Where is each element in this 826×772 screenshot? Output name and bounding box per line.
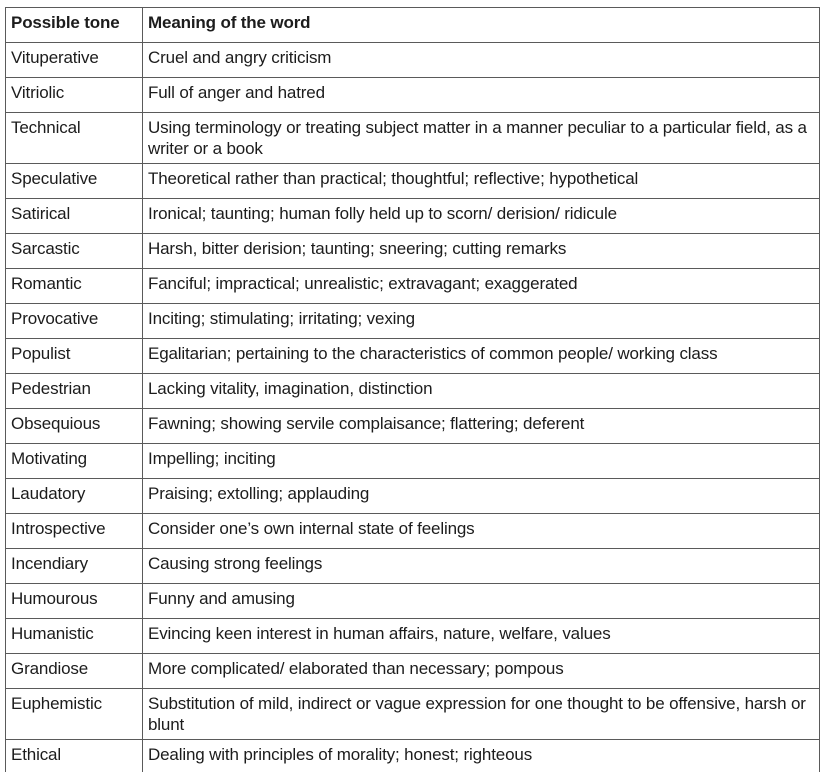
table-row bbox=[6, 304, 820, 339]
table-row bbox=[6, 269, 820, 304]
meaning-cell: More complicated/ elaborated than necessary; pompous bbox=[143, 654, 820, 689]
table-row bbox=[6, 479, 820, 514]
meaning-cell: Impelling; inciting bbox=[143, 444, 820, 479]
table-row bbox=[6, 584, 820, 619]
table-row bbox=[6, 619, 820, 654]
tone-cell: Speculative bbox=[6, 164, 143, 199]
table-row bbox=[6, 654, 820, 689]
header-meaning: Meaning of the word bbox=[143, 8, 820, 43]
meaning-cell: Using terminology or treating subject matter in a manner peculiar to a particular field, as a writer or a book bbox=[143, 113, 820, 164]
tone-cell: Humourous bbox=[6, 584, 143, 619]
tone-cell: Grandiose bbox=[6, 654, 143, 689]
tone-cell: Obsequious bbox=[6, 409, 143, 444]
table-row bbox=[6, 689, 820, 740]
tone-cell: Ethical bbox=[6, 740, 143, 772]
meaning-cell: Cruel and angry criticism bbox=[143, 43, 820, 78]
meaning-cell: Dealing with principles of morality; honest; righteous bbox=[143, 740, 820, 772]
table-row bbox=[6, 549, 820, 584]
tone-cell: Humanistic bbox=[6, 619, 143, 654]
tone-cell: Sarcastic bbox=[6, 234, 143, 269]
tone-cell: Introspective bbox=[6, 514, 143, 549]
meaning-cell: Theoretical rather than practical; thoughtful; reflective; hypothetical bbox=[143, 164, 820, 199]
meaning-cell: Fanciful; impractical; unrealistic; extravagant; exaggerated bbox=[143, 269, 820, 304]
table-row bbox=[6, 514, 820, 549]
table-row bbox=[6, 78, 820, 113]
tone-cell: Populist bbox=[6, 339, 143, 374]
tone-cell: Technical bbox=[6, 113, 143, 164]
tone-cell: Vituperative bbox=[6, 43, 143, 78]
meaning-cell: Consider one’s own internal state of feelings bbox=[143, 514, 820, 549]
table-row bbox=[6, 43, 820, 78]
table-header-row bbox=[6, 8, 820, 43]
meaning-cell: Inciting; stimulating; irritating; vexing bbox=[143, 304, 820, 339]
tone-cell: Vitriolic bbox=[6, 78, 143, 113]
meaning-cell: Egalitarian; pertaining to the characteristics of common people/ working class bbox=[143, 339, 820, 374]
tone-cell: Satirical bbox=[6, 199, 143, 234]
meaning-cell: Causing strong feelings bbox=[143, 549, 820, 584]
table-row bbox=[6, 234, 820, 269]
header-possible-tone: Possible tone bbox=[6, 8, 143, 43]
table-row bbox=[6, 740, 820, 772]
tone-cell: Laudatory bbox=[6, 479, 143, 514]
table-row bbox=[6, 199, 820, 234]
meaning-cell: Full of anger and hatred bbox=[143, 78, 820, 113]
meaning-cell: Substitution of mild, indirect or vague expression for one thought to be offensive, harsh or blunt bbox=[143, 689, 820, 740]
tone-cell: Euphemistic bbox=[6, 689, 143, 740]
meaning-cell: Harsh, bitter derision; taunting; sneering; cutting remarks bbox=[143, 234, 820, 269]
table-row bbox=[6, 409, 820, 444]
table-row bbox=[6, 374, 820, 409]
meaning-cell: Lacking vitality, imagination, distinction bbox=[143, 374, 820, 409]
meaning-cell: Praising; extolling; applauding bbox=[143, 479, 820, 514]
tone-cell: Pedestrian bbox=[6, 374, 143, 409]
tone-vocabulary-table bbox=[5, 7, 820, 772]
tone-cell: Provocative bbox=[6, 304, 143, 339]
tone-cell: Incendiary bbox=[6, 549, 143, 584]
meaning-cell: Ironical; taunting; human folly held up to scorn/ derision/ ridicule bbox=[143, 199, 820, 234]
meaning-cell: Fawning; showing servile complaisance; flattering; deferent bbox=[143, 409, 820, 444]
table-row bbox=[6, 164, 820, 199]
tone-cell: Romantic bbox=[6, 269, 143, 304]
table-row bbox=[6, 339, 820, 374]
table-row bbox=[6, 113, 820, 164]
meaning-cell: Evincing keen interest in human affairs, nature, welfare, values bbox=[143, 619, 820, 654]
table-row bbox=[6, 444, 820, 479]
tone-cell: Motivating bbox=[6, 444, 143, 479]
meaning-cell: Funny and amusing bbox=[143, 584, 820, 619]
